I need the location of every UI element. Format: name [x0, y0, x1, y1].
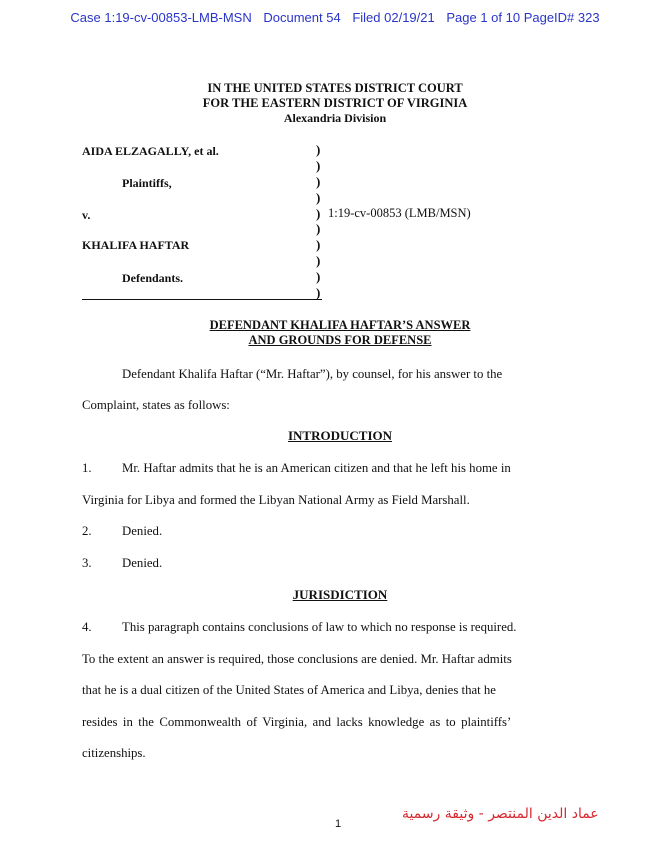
intro-line-1: Defendant Khalifa Haftar (“Mr. Haftar”), by counsel, for his answer to the: [122, 367, 503, 381]
case-number-header: Case 1:19-cv-00853-LMB-MSN: [70, 10, 252, 25]
page-info: Page 1 of 10 PageID# 323: [446, 10, 600, 25]
paragraph-text: Mr. Haftar admits that he is an American citizen and that he left his home in: [122, 461, 511, 475]
paragraph-text: Virginia for Libya and formed the Libyan National Army as Field Marshall.: [82, 492, 470, 507]
section-introduction: INTRODUCTION: [287, 428, 392, 443]
case-caption: [82, 142, 512, 302]
title-line-2: AND GROUNDS FOR DEFENSE: [248, 333, 432, 347]
paragraph-number: 4.: [82, 620, 92, 634]
title-line-1: DEFENDANT KHALIFA HAFTAR’S ANSWER: [209, 318, 471, 332]
plaintiff-name: AIDA ELZAGALLY, et al.: [82, 144, 219, 158]
filed-date: Filed 02/19/21: [352, 10, 435, 25]
page-number: 1: [335, 818, 342, 830]
document-title: [0, 318, 670, 348]
intro-line-2: Complaint, states as follows:: [82, 398, 230, 412]
document-number: Document 54: [263, 10, 341, 25]
paragraph-2: [82, 516, 597, 548]
filing-header: [0, 10, 670, 25]
paragraph-text: that he is a dual citizen of the United States of America and Libya, denies that he: [82, 683, 496, 697]
paragraph-number: 2.: [82, 524, 92, 538]
section-jurisdiction: JURISDICTION: [292, 587, 388, 602]
watermark: عماد الدين المنتصر - وثيقة رسمية: [402, 806, 599, 822]
court-division: Alexandria Division: [283, 111, 387, 125]
paragraph-text: To the extent an answer is required, those conclusions are denied. Mr. Haftar admits: [82, 651, 512, 666]
intro-paragraph: [82, 366, 597, 382]
paragraph-text: Denied.: [122, 524, 163, 538]
plaintiff-role: Plaintiffs,: [122, 176, 172, 190]
paragraph-text: citizenships.: [82, 746, 146, 760]
paragraph-text: resides in the Commonwealth of Virginia, and lacks knowledge as to plaintiffs’: [82, 714, 512, 729]
defendant-role: Defendants.: [122, 271, 184, 285]
paragraph-number: 3.: [82, 556, 92, 570]
caption-rule: [82, 299, 322, 300]
court-line-1: IN THE UNITED STATES DISTRICT COURT: [207, 81, 463, 95]
caption-case-number: 1:19-cv-00853 (LMB/MSN): [328, 206, 471, 220]
court-line-2: FOR THE EASTERN DISTRICT OF VIRGINIA: [202, 96, 468, 110]
caption-parentheses: ) ) ) ) ) ) ) ) ) ): [316, 142, 321, 301]
court-heading: [0, 81, 670, 126]
paragraph-1: [82, 453, 597, 516]
paragraph-3: [82, 548, 597, 580]
defendant-name: KHALIFA HAFTAR: [82, 238, 190, 252]
versus: v.: [82, 208, 91, 222]
paragraph-number: 1.: [82, 461, 92, 475]
paragraph-text: Denied.: [122, 556, 163, 570]
paragraph-4: [82, 612, 597, 770]
paragraph-text: This paragraph contains conclusions of law to which no response is required.: [122, 620, 517, 634]
